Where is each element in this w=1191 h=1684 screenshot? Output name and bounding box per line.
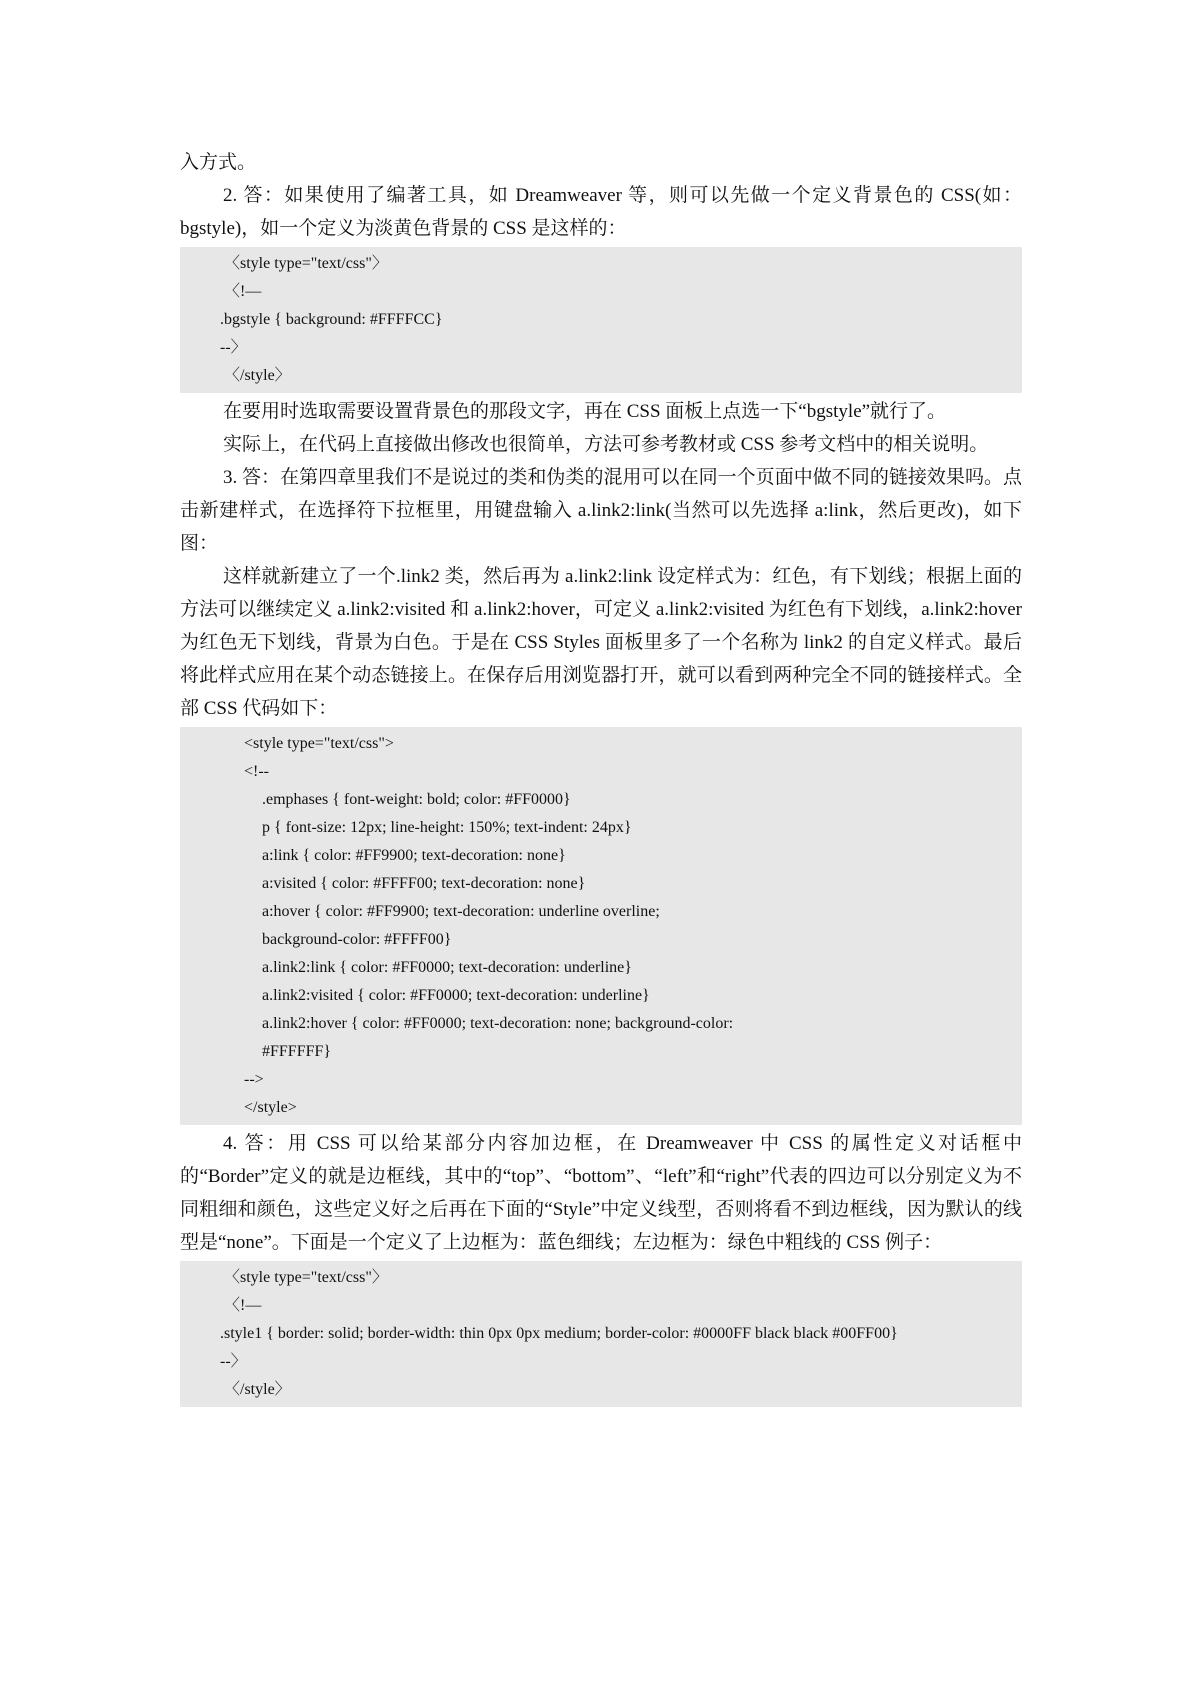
code-line: </style> [244,1099,297,1116]
code-line: --> [244,1071,264,1088]
code-block-link-styles [180,727,1022,1125]
answer-4-paragraph: 4. 答：用 CSS 可以给某部分内容加边框，在 Dreamweaver 中 CSS 的属性定义对话框中的“Border”定义的就是边框线，其中的“top”、“bottom”、“left”和“right”代表的四边可以分别定义为不同粗细和颜色，这些定义好之后再在下面的“Style”中定义线型，否则将看不到边框线，因为默认的线型是“none”。下面是一个定义了上边框为：蓝色细线；左边框为：绿色中粗线的 CSS 例子： [180,1133,1022,1253]
code-line: 〈!— [224,1297,262,1314]
code-block-border-style [180,1261,1022,1407]
code-line: 〈!— [224,283,262,300]
answer-3-paragraph: 3. 答：在第四章里我们不是说过的类和伪类的混用可以在同一个页面中做不同的链接效果吗。点击新建样式，在选择符下拉框里，用键盘输入 a.link2:link(当然可以先选择 a:link，然后更改)，如下图： [180,467,1022,554]
code-line: 〈style type="text/css"〉 [224,1269,388,1286]
code-line: <!-- [244,763,270,780]
code-line: background-color: #FFFF00} [262,931,452,948]
code-line: 〈/style〉 [224,1381,291,1398]
code-line: <style type="text/css"> [244,735,394,752]
answer-2-paragraph: 2. 答：如果使用了编著工具，如 Dreamweaver 等，则可以先做一个定义背景色的 CSS(如：bgstyle)，如一个定义为淡黄色背景的 CSS 是这样的： [180,185,1022,239]
paragraph-direct-edit: 实际上，在代码上直接做出修改也很简单，方法可参考教材或 CSS 参考文档中的相关说明。 [223,434,989,455]
code-line: a:link { color: #FF9900; text-decoration: none} [262,847,566,864]
code-line: p { font-size: 12px; line-height: 150%; text-indent: 24px} [262,819,632,836]
code-line: a.link2:hover { color: #FF0000; text-decoration: none; background-color: [262,1015,734,1032]
code-line: .bgstyle { background: #FFFFCC} [220,311,443,328]
code-line: --〉 [220,1353,247,1370]
code-block-bgstyle [180,247,1022,393]
code-line: .emphases { font-weight: bold; color: #FF0000} [262,791,571,808]
paragraph-continuation: 入方式。 [180,152,257,173]
code-line: --〉 [220,339,247,356]
code-line: a:visited { color: #FFFF00; text-decoration: none} [262,875,586,892]
code-line: a:hover { color: #FF9900; text-decoration: underline overline; [262,903,660,920]
paragraph-link2-explanation: 这样就新建立了一个.link2 类，然后再为 a.link2:link 设定样式为：红色，有下划线；根据上面的方法可以继续定义 a.link2:visited 和 a.link2:hover，可定义 a.link2:visited 为红色有下划线，a.link2:hover 为红色无下划线，背景为白色。于是在 CSS Styles 面板里多了一个名称为 link2 的自定义样式。最后将此样式应用在某个动态链接上。在保存后用浏览器打开，就可以看到两种完全不同的链接样式。全部 CSS 代码如下： [180,566,1022,719]
code-line: 〈/style〉 [224,367,291,384]
document-page [180,146,1022,1409]
code-line: a.link2:visited { color: #FF0000; text-decoration: underline} [262,987,650,1004]
code-line: .style1 { border: solid; border-width: thin 0px 0px medium; border-color: #0000FF black black #00FF00} [220,1325,898,1342]
code-line: #FFFFFF} [262,1043,332,1060]
code-line: a.link2:link { color: #FF0000; text-decoration: underline} [262,959,632,976]
code-line: 〈style type="text/css"〉 [224,255,388,272]
paragraph-bgstyle-usage: 在要用时选取需要设置背景色的那段文字，再在 CSS 面板上点选一下“bgstyle”就行了。 [223,401,947,422]
